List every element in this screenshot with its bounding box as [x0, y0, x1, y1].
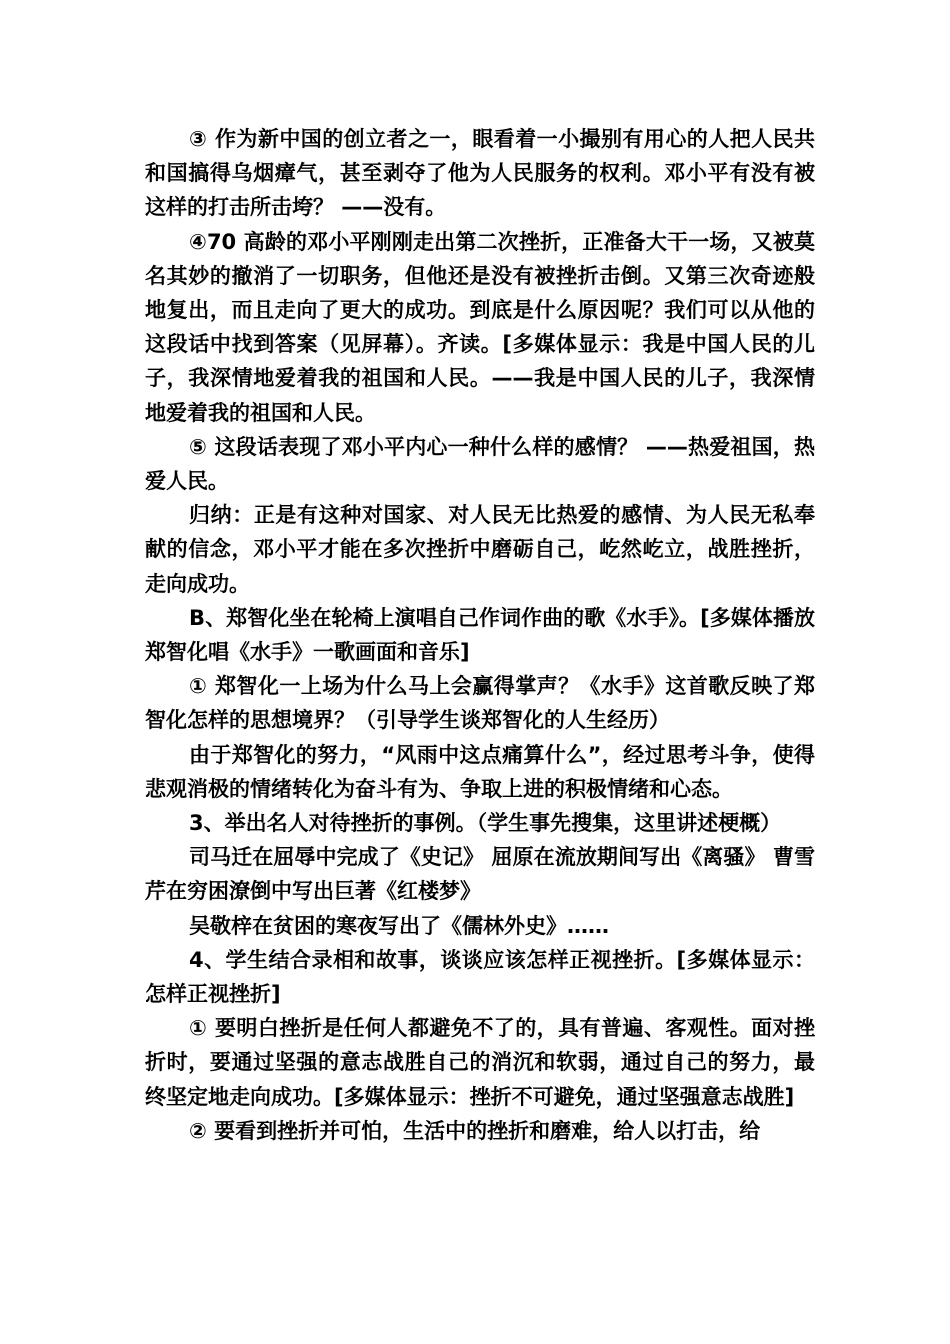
paragraph-examples-list: 司马迁在屈辱中完成了《史记》 屈原在流放期间写出《离骚》 曹雪芹在穷困潦倒中写出巨著《红楼梦》	[145, 845, 815, 904]
paragraph-3-deng-founder: ③ 作为新中国的创立者之一，眼看着一小撮别有用心的人把人民共和国搞得乌烟瘴气，甚至剥夺了他为人民服务的权利。邓小平有没有被这样的打击所击垮？ ——没有。	[145, 127, 815, 220]
paragraph-1-applause: ① 郑智化一上场为什么马上会赢得掌声？《水手》这首歌反映了郑智化怎样的思想境界？（引导学生谈郑智化的人生经历）	[145, 674, 815, 733]
paragraph-point-1: ① 要明白挫折是任何人都避免不了的，具有普遍、客观性。面对挫折时，要通过坚强的意志战胜自己的消沉和软弱，通过自己的努力，最终坚定地走向成功。[多媒体显示：挫折不可避免，通过坚强意志战胜]	[145, 1016, 815, 1109]
paragraph-point-2: ② 要看到挫折并可怕，生活中的挫折和磨难，给人以打击，给	[189, 1118, 761, 1143]
paragraph-b-zheng-zhihua: B、郑智化坐在轮椅上演唱自己作词作曲的歌《水手》。[多媒体播放郑智化唱《水手》一歌画面和音乐]	[145, 605, 815, 665]
document-body	[145, 122, 815, 1148]
paragraph-zheng-effort: 由于郑智化的努力，“风雨中这点痛算什么”，经过思考斗争，使得悲观消极的情绪转化为奋斗有为、争取上进的积极情绪和心态。	[145, 742, 815, 801]
paragraph-4-deng-comeback: ④70 高龄的邓小平刚刚走出第二次挫折，正准备大干一场，又被莫名其妙的撤消了一切职务，但他还是没有被挫折击倒。又第三次奇迹般地复出，而且走向了更大的成功。到底是什么原因呢？我们可以从他的这段话中找到答案（见屏幕）。齐读。[多媒体显示：我是中国人民的儿子，我深情地爱着我的祖国和人民。——我是中国人民的儿子，我深情地爱着我的祖国和人民。	[145, 229, 815, 425]
paragraph-wu-jingzi: 吴敬梓在贫困的寒夜写出了《儒林外史》……	[189, 913, 609, 938]
paragraph-summary: 归纳：正是有这种对国家、对人民无比热爱的感情、为人民无私奉献的信念，邓小平才能在多次挫折中磨砺自己，屹然屹立，战胜挫折，走向成功。	[145, 503, 815, 596]
paragraph-5-deng-feeling: ⑤ 这段话表现了邓小平内心一种什么样的感情？ ——热爱祖国，热爱人民。	[145, 434, 815, 494]
paragraph-4-face-setbacks: 4、学生结合录相和故事，谈谈应该怎样正视挫折。[多媒体显示：怎样正视挫折]	[145, 947, 815, 1007]
paragraph-3-famous-examples: 3、举出名人对待挫折的事例。（学生事先搜集，这里讲述梗概）	[189, 811, 782, 836]
